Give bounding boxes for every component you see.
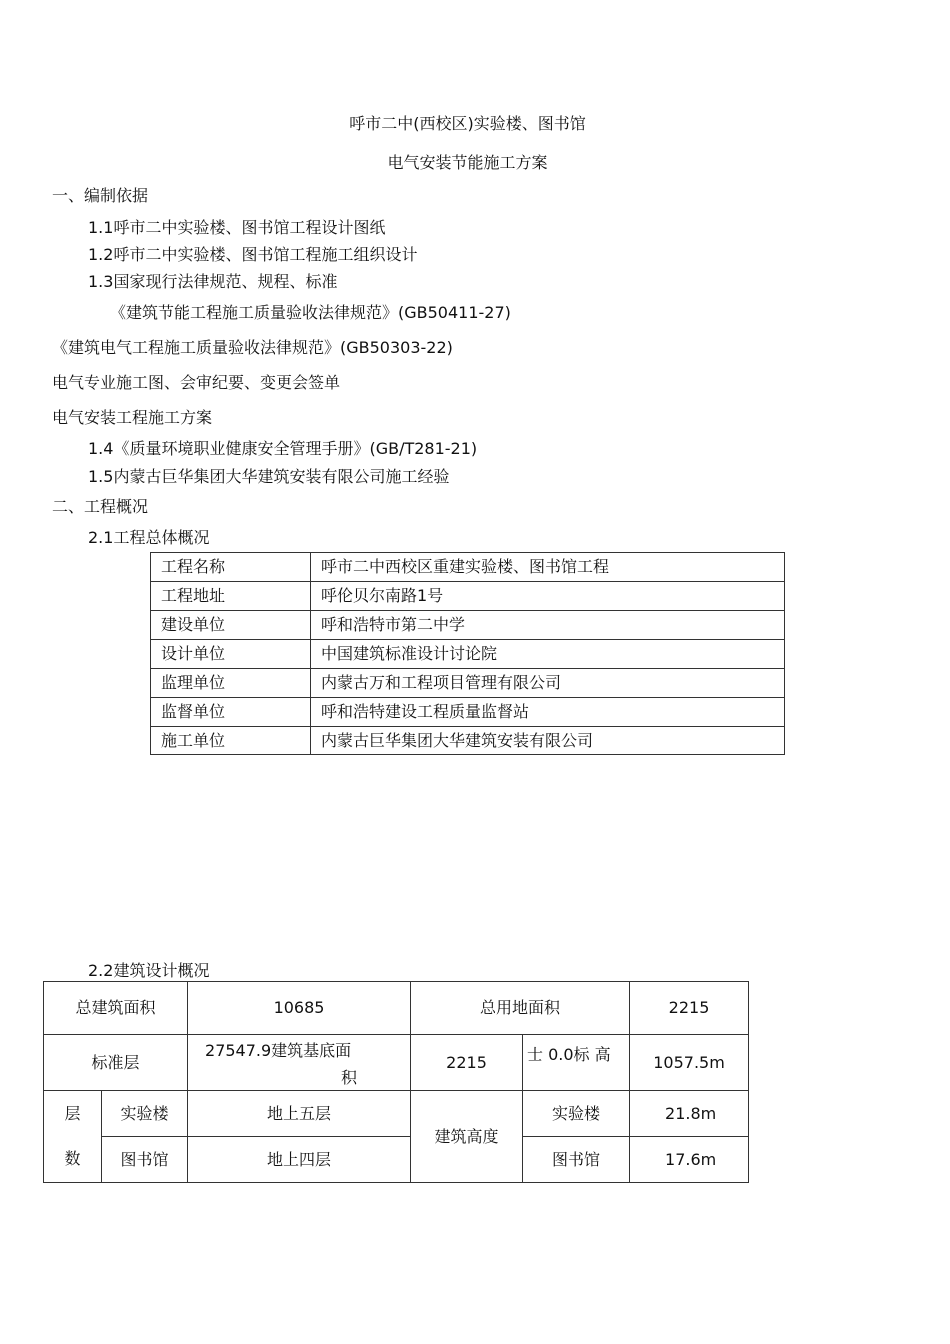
library-floors: 地上四层 bbox=[188, 1137, 411, 1183]
basis-item-1-4: 1.4《质量环境职业健康安全管理手册》(GB/T281-21) bbox=[88, 439, 478, 458]
overview-value: 呼市二中西校区重建实验楼、图书馆工程 bbox=[311, 553, 785, 582]
library-label: 图书馆 bbox=[102, 1137, 188, 1183]
table-row bbox=[151, 611, 785, 640]
table-row bbox=[44, 1035, 749, 1091]
table-row bbox=[44, 1137, 749, 1183]
table-row bbox=[151, 698, 785, 727]
standard-floor-value bbox=[188, 1035, 411, 1091]
overview-value: 呼和浩特建设工程质量监督站 bbox=[311, 698, 785, 727]
section1-heading: 一、编制依据 bbox=[52, 186, 149, 205]
standard-floor-value-part2: 积 bbox=[341, 1068, 358, 1087]
building-design-table bbox=[43, 981, 749, 1183]
total-area-label: 总建筑面积 bbox=[44, 982, 188, 1035]
basis-plan: 电气安装工程施工方案 bbox=[52, 408, 213, 427]
document-title-line2: 电气安装节能施工方案 bbox=[387, 153, 548, 172]
overview-value: 中国建筑标准设计讨论院 bbox=[311, 640, 785, 669]
overview-value: 呼伦贝尔南路1号 bbox=[311, 582, 785, 611]
floors-label-bottom: 数 bbox=[44, 1137, 102, 1183]
overview-label: 施工单位 bbox=[151, 727, 311, 755]
table-row bbox=[44, 1091, 749, 1137]
overview-value: 呼和浩特市第二中学 bbox=[311, 611, 785, 640]
overview-label: 监理单位 bbox=[151, 669, 311, 698]
table-row bbox=[151, 727, 785, 755]
lab-floors: 地上五层 bbox=[188, 1091, 411, 1137]
elevation-value: 1057.5m bbox=[630, 1035, 749, 1091]
lab-height-label: 实验楼 bbox=[523, 1091, 630, 1137]
standard-floor-value-part1: 27547.9建筑基底面 bbox=[205, 1041, 352, 1060]
overview-label: 工程地址 bbox=[151, 582, 311, 611]
basis-item-1-5: 1.5内蒙古巨华集团大华建筑安装有限公司施工经验 bbox=[88, 467, 450, 486]
lab-height-value: 21.8m bbox=[630, 1091, 749, 1137]
table-row bbox=[44, 982, 749, 1035]
base-area-value: 2215 bbox=[411, 1035, 523, 1091]
standard-floor-label: 标准层 bbox=[44, 1035, 188, 1091]
section2-heading: 二、工程概况 bbox=[52, 497, 149, 516]
elevation-label: 士 0.0标 高 bbox=[523, 1035, 630, 1091]
land-area-value: 2215 bbox=[630, 982, 749, 1035]
lab-label: 实验楼 bbox=[102, 1091, 188, 1137]
library-height-label: 图书馆 bbox=[523, 1137, 630, 1183]
table-row bbox=[151, 582, 785, 611]
land-area-label: 总用地面积 bbox=[411, 982, 630, 1035]
total-area-value: 10685 bbox=[188, 982, 411, 1035]
overview-label: 监督单位 bbox=[151, 698, 311, 727]
library-height-value: 17.6m bbox=[630, 1137, 749, 1183]
floors-label-top: 层 bbox=[44, 1091, 102, 1137]
table-row bbox=[151, 553, 785, 582]
overview-label: 设计单位 bbox=[151, 640, 311, 669]
project-overview-table bbox=[150, 552, 785, 755]
table-row bbox=[151, 640, 785, 669]
table-row bbox=[151, 669, 785, 698]
basis-standard-gb50303: 《建筑电气工程施工质量验收法律规范》(GB50303-22) bbox=[52, 338, 453, 357]
height-label: 建筑高度 bbox=[411, 1091, 523, 1183]
overview-label: 建设单位 bbox=[151, 611, 311, 640]
basis-drawings: 电气专业施工图、会审纪要、变更会签单 bbox=[52, 373, 341, 392]
basis-item-1-1: 1.1呼市二中实验楼、图书馆工程设计图纸 bbox=[88, 218, 386, 237]
overview-value: 内蒙古巨华集团大华建筑安装有限公司 bbox=[311, 727, 785, 755]
overview-value: 内蒙古万和工程项目管理有限公司 bbox=[311, 669, 785, 698]
basis-item-1-3: 1.3国家现行法律规范、规程、标准 bbox=[88, 272, 338, 291]
section2-1-heading: 2.1工程总体概况 bbox=[88, 528, 210, 547]
section2-2-heading: 2.2建筑设计概况 bbox=[88, 961, 210, 980]
document-title-line1: 呼市二中(西校区)实验楼、图书馆 bbox=[349, 114, 586, 133]
basis-item-1-2: 1.2呼市二中实验楼、图书馆工程施工组织设计 bbox=[88, 245, 418, 264]
overview-label: 工程名称 bbox=[151, 553, 311, 582]
basis-standard-gb50411: 《建筑节能工程施工质量验收法律规范》(GB50411-27) bbox=[110, 303, 511, 322]
